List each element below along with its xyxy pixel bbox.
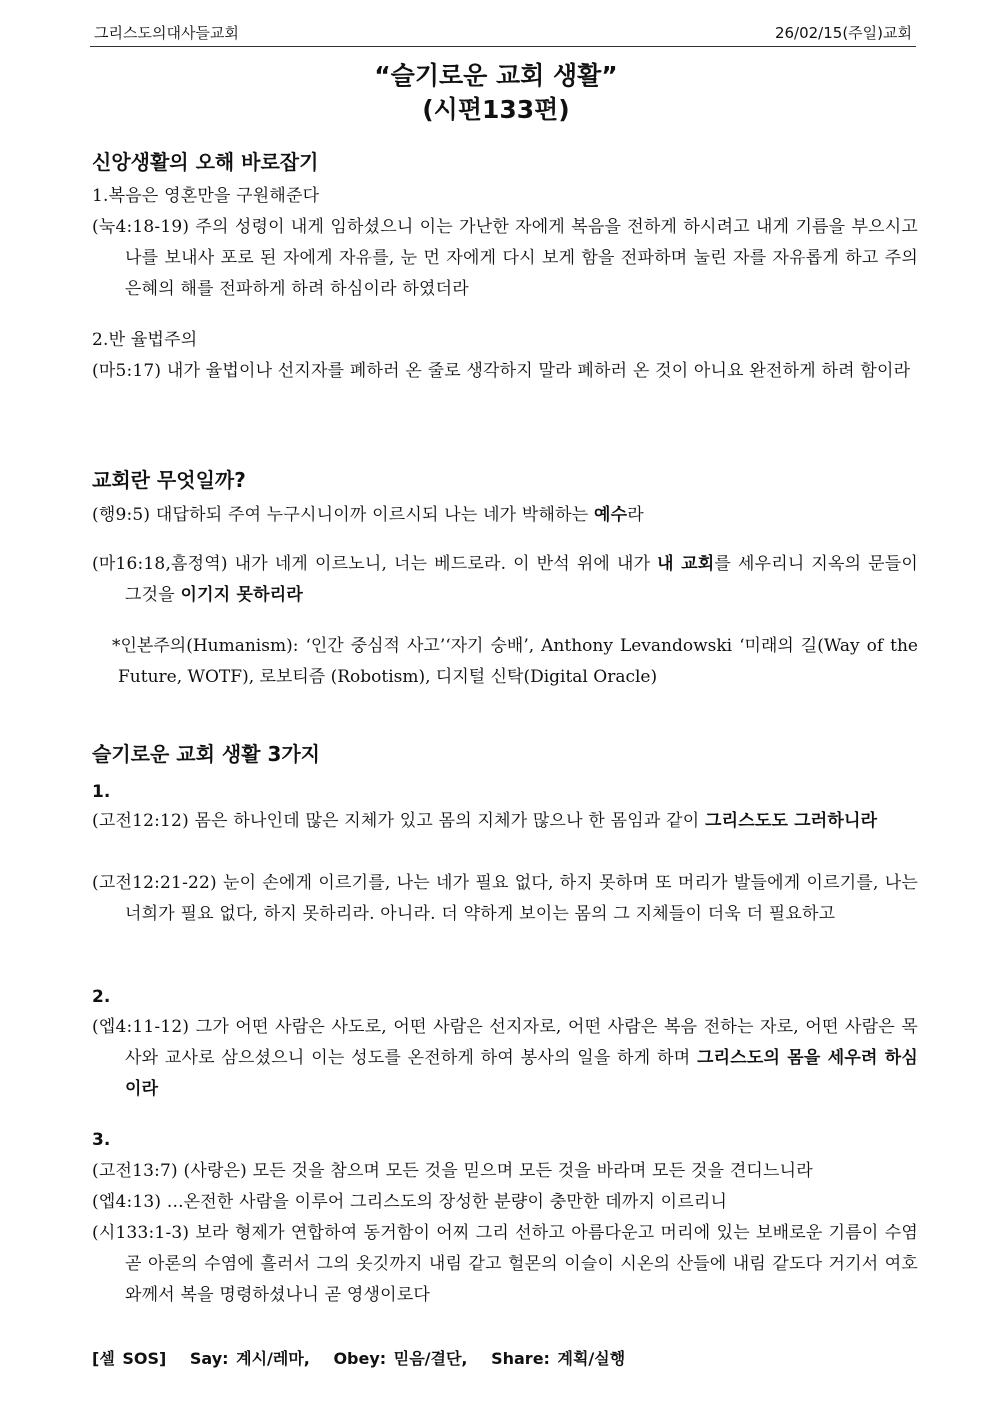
point-number: 1.: [92, 782, 111, 802]
section-heading-misconceptions: 신앙생활의 오해 바로잡기: [92, 150, 319, 174]
footer-obey: Obey: 믿음/결단,: [333, 1349, 468, 1368]
scripture-verse: (엡4:13) ...온전한 사람을 이루어 그리스도의 장성한 분량이 충만한 데까지 이르리니: [92, 1192, 728, 1212]
verse-text: (엡4:11-12) 그가 어떤 사람은 사도로, 어떤 사람은 선지자로, 어떤 사람은 복음 전하는 자로, 어떤 사람은 목사와 교사로 삼으셨으니 이는 성도를 온전하게 하여 봉사의 일을 하게 하며: [92, 1017, 918, 1068]
scripture-verse: [92, 1012, 918, 1105]
scripture-verse: [92, 806, 918, 837]
point-number: 3.: [92, 1130, 111, 1150]
verse-text: (마16:18,흠정역) 내가 네게 이르노니, 너는 베드로라. 이 반석 위에 내가: [92, 554, 658, 574]
verse-text: (행9:5) 대답하되 주여 누구시니이까 이르시되 나는 네가 박해하는: [92, 505, 595, 525]
page-header: [90, 18, 916, 47]
sermon-subtitle: (시편133편): [422, 95, 570, 124]
verse-emphasis: 그리스도의 몸을 세우려 하심이라: [125, 1048, 918, 1099]
verse-emphasis: 내 교회: [657, 554, 715, 574]
footer-say: Say: 계시/레마,: [189, 1349, 310, 1368]
verse-emphasis: 이기지 못하리라: [180, 585, 303, 605]
section-heading-what-is-church: 교회란 무엇일까?: [92, 468, 246, 492]
scripture-verse: (고전12:21-22) 눈이 손에게 이르기를, 나는 네가 필요 없다, 하지 못하며 또 머리가 발들에게 이르기를, 나는 너희가 필요 없다, 하지 못하리라. 아니라. 더 약하게 보이는 몸의 그 지체들이 더욱 더 필요하고: [92, 873, 918, 924]
humanism-note: *인본주의(Humanism): ‘인간 중심적 사고’‘자기 숭배’, Anthony Levandowski ‘미래의 길(Way of the Future, WOTF), 로보티즘 (Robotism), 디지털 신탁(Digital Oracle): [112, 636, 918, 687]
scripture-verse: (마5:17) 내가 율법이나 선지자를 폐하러 온 줄로 생각하지 말라 폐하러 온 것이 아니요 완전하게 하려 함이라: [92, 361, 911, 381]
scripture-verse: [92, 500, 918, 531]
point-number: 2.: [92, 987, 111, 1007]
scripture-verse: (시133:1-3) 보라 형제가 연합하여 동거함이 어찌 그리 선하고 아름다운고 머리에 있는 보배로운 기름이 수염 곧 아론의 수염에 흘러서 그의 옷깃까지 내림 같고 헐몬의 이슬이 시온의 산들에 내림 같도다 거기서 여호와께서 복을 명령하셨나니 곧 영생이로다: [92, 1223, 918, 1305]
verse-emphasis: 그리스도도 그러하니라: [704, 811, 878, 831]
item-title: 1.복음은 영혼만을 구원해준다: [92, 186, 320, 206]
sermon-title: “슬기로운 교회 생활”: [374, 61, 618, 90]
item-title: 2.반 율법주의: [92, 330, 198, 350]
verse-emphasis: 예수: [594, 505, 628, 525]
scripture-verse: [92, 549, 918, 611]
footer-share: Share: 계획/실행: [491, 1349, 626, 1368]
verse-text: 를 세우리니 지옥의 문들이 그것을: [125, 554, 918, 605]
scripture-verse: (눅4:18-19) 주의 성령이 내게 임하셨으니 이는 가난한 자에게 복음을 전하게 하시려고 내게 기름을 부으시고 나를 보내사 포로 된 자에게 자유를, 눈 먼 자에게 다시 보게 함을 전파하며 눌린 자를 자유롭게 하고 주의 은혜의 해를 전파하게 하려 하심이라 하였더라: [92, 217, 918, 299]
cell-sos-footer: [92, 1346, 641, 1372]
verse-text: 라: [627, 505, 644, 525]
verse-text: (고전12:12) 몸은 하나인데 많은 지체가 있고 몸의 지체가 많으나 한 몸임과 같이: [92, 811, 705, 831]
service-date: 26/02/15(주일)교회: [774, 24, 912, 42]
church-name: 그리스도의대사들교회: [94, 24, 239, 42]
scripture-verse: (고전13:7) (사랑은) 모든 것을 참으며 모든 것을 믿으며 모든 것을 바라며 모든 것을 견디느니라: [92, 1161, 813, 1181]
section-heading-three-ways: 슬기로운 교회 생활 3가지: [92, 742, 321, 766]
footer-cell-label: [셀 SOS]: [92, 1349, 167, 1368]
